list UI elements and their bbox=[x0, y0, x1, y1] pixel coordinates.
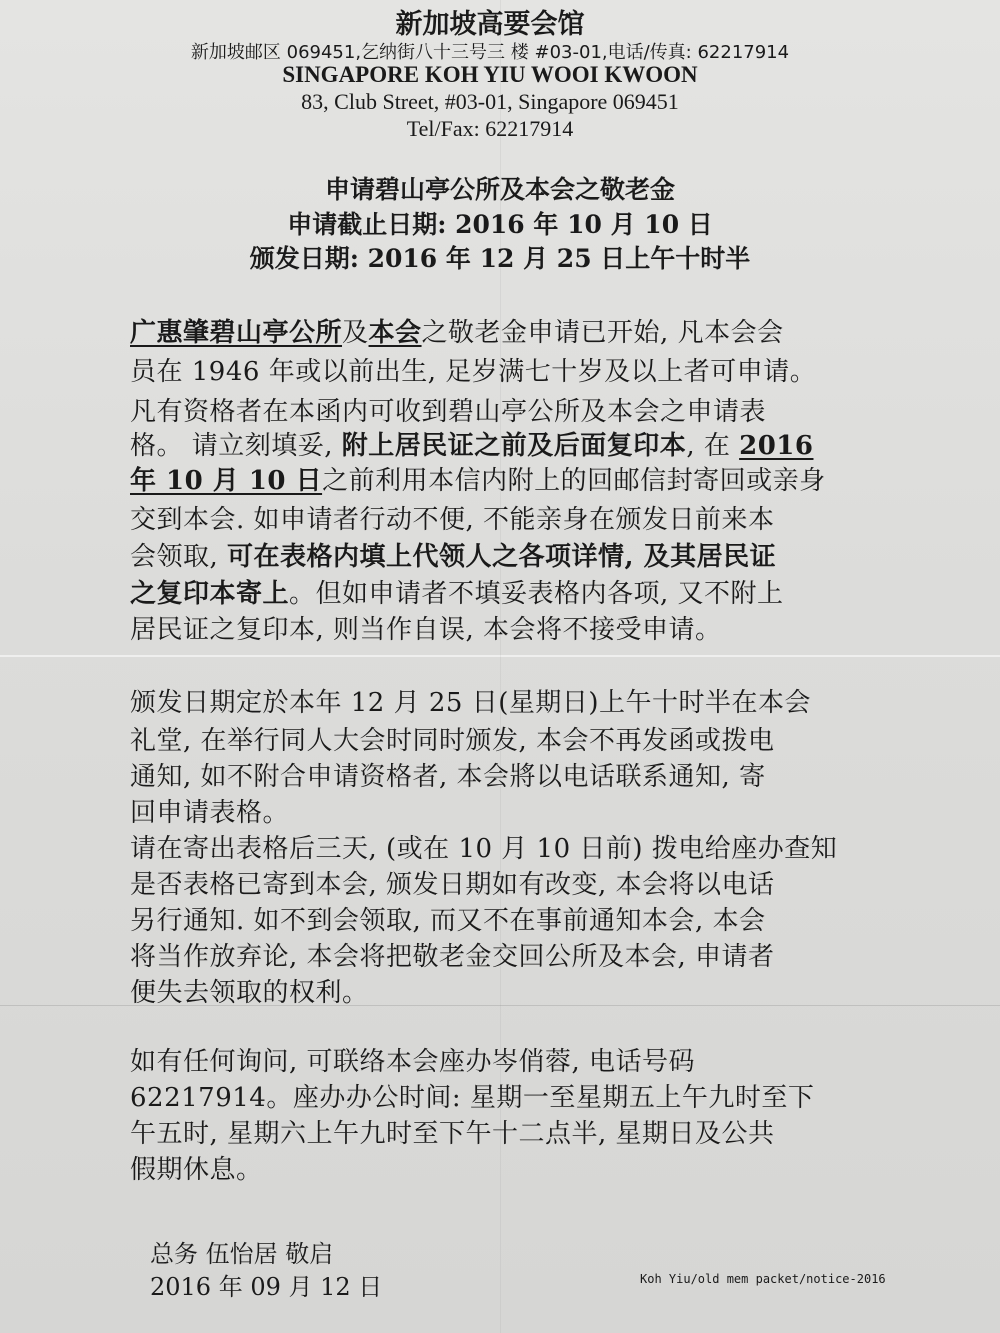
para2-line: 通知, 如不附合申请资格者, 本会將以电话联系通知, 寄 bbox=[130, 762, 766, 792]
address-english: 83, Club Street, #03-01, Singapore 069451 bbox=[301, 89, 679, 114]
para1-line: 之复印本寄上。但如申请者不填妥表格内各项, 又不附上 bbox=[130, 579, 784, 609]
org-name-english: SINGAPORE KOH YIU WOOI KWOON bbox=[282, 62, 698, 87]
para2-line: 是否表格已寄到本会, 颁发日期如有改变, 本会将以电话 bbox=[130, 870, 775, 900]
para1-line: 居民证之复印本, 则当作自误, 本会将不接受申请。 bbox=[130, 615, 722, 645]
bishan-association-name: 广惠肇碧山亭公所 bbox=[130, 318, 343, 348]
deadline-emphasis: 年 10 月 10 日 bbox=[130, 466, 323, 496]
notice-title: 申请碧山亭公所及本会之敬老金 bbox=[324, 175, 675, 204]
para1-line: 广惠肇碧山亭公所及本会之敬老金申请已开始, 凡本会会 bbox=[130, 318, 784, 348]
letter-date: 2016 年 09 月 12 日 bbox=[150, 1273, 383, 1301]
para1-line: 交到本会. 如申请者行动不便, 不能亲身在颁发日前来本 bbox=[130, 505, 775, 535]
para1-line: 凡有资格者在本函内可收到碧山亭公所及本会之申请表 bbox=[130, 397, 767, 427]
para1-line: 格。 请立刻填妥, 附上居民证之前及后面复印本, 在 2016 bbox=[130, 431, 814, 461]
org-name-chinese: 新加坡高要会馆 bbox=[395, 9, 585, 40]
document-reference: Koh Yiu/old mem packet/notice-2016 bbox=[640, 1272, 886, 1286]
para2-line: 便失去领取的权利。 bbox=[130, 978, 369, 1008]
address-chinese: 新加坡邮区 069451,乞纳街八十三号三 楼 #03-01,电话/传真: 62217914 bbox=[190, 42, 790, 63]
para2-line: 礼堂, 在举行同人大会时同时颁发, 本会不再发函或拨电 bbox=[130, 726, 775, 756]
para2-line: 另行通知. 如不到会领取, 而又不在事前通知本会, 本会 bbox=[130, 906, 766, 936]
tel-fax: Tel/Fax: 62217914 bbox=[406, 116, 574, 141]
para1-line: 员在 1946 年或以前出生, 足岁满七十岁及以上者可申请。 bbox=[130, 357, 817, 387]
issue-date: 颁发日期: 2016 年 12 月 25 日上午十时半 bbox=[249, 244, 751, 273]
para2-line: 请在寄出表格后三天, (或在 10 月 10 日前) 拨电给座办查知 bbox=[130, 834, 838, 864]
signatory: 总务 伍怡居 敬启 bbox=[150, 1240, 334, 1268]
para3-line: 假期休息。 bbox=[130, 1155, 263, 1185]
para1-line: 会领取, 可在表格内填上代领人之各项详情, 及其居民证 bbox=[130, 542, 777, 572]
para3-line: 午五时, 星期六上午九时至下午十二点半, 星期日及公共 bbox=[130, 1119, 775, 1149]
para3-line: 62217914。座办办公时间: 星期一至星期五上午九时至下 bbox=[130, 1083, 815, 1113]
our-association: 本会 bbox=[368, 318, 422, 348]
para3-line: 如有任何询问, 可联络本会座办岑俏蓉, 电话号码 bbox=[130, 1047, 696, 1077]
application-deadline: 申请截止日期: 2016 年 10 月 10 日 bbox=[287, 210, 713, 239]
para2-line: 颁发日期定於本年 12 月 25 日(星期日)上午十时半在本会 bbox=[130, 688, 812, 718]
para2-line: 回申请表格。 bbox=[130, 798, 290, 828]
para2-line: 将当作放弃论, 本会将把敬老金交回公所及本会, 申请者 bbox=[130, 942, 775, 972]
para1-line: 年 10 月 10 日之前利用本信内附上的回邮信封寄回或亲身 bbox=[130, 466, 826, 496]
